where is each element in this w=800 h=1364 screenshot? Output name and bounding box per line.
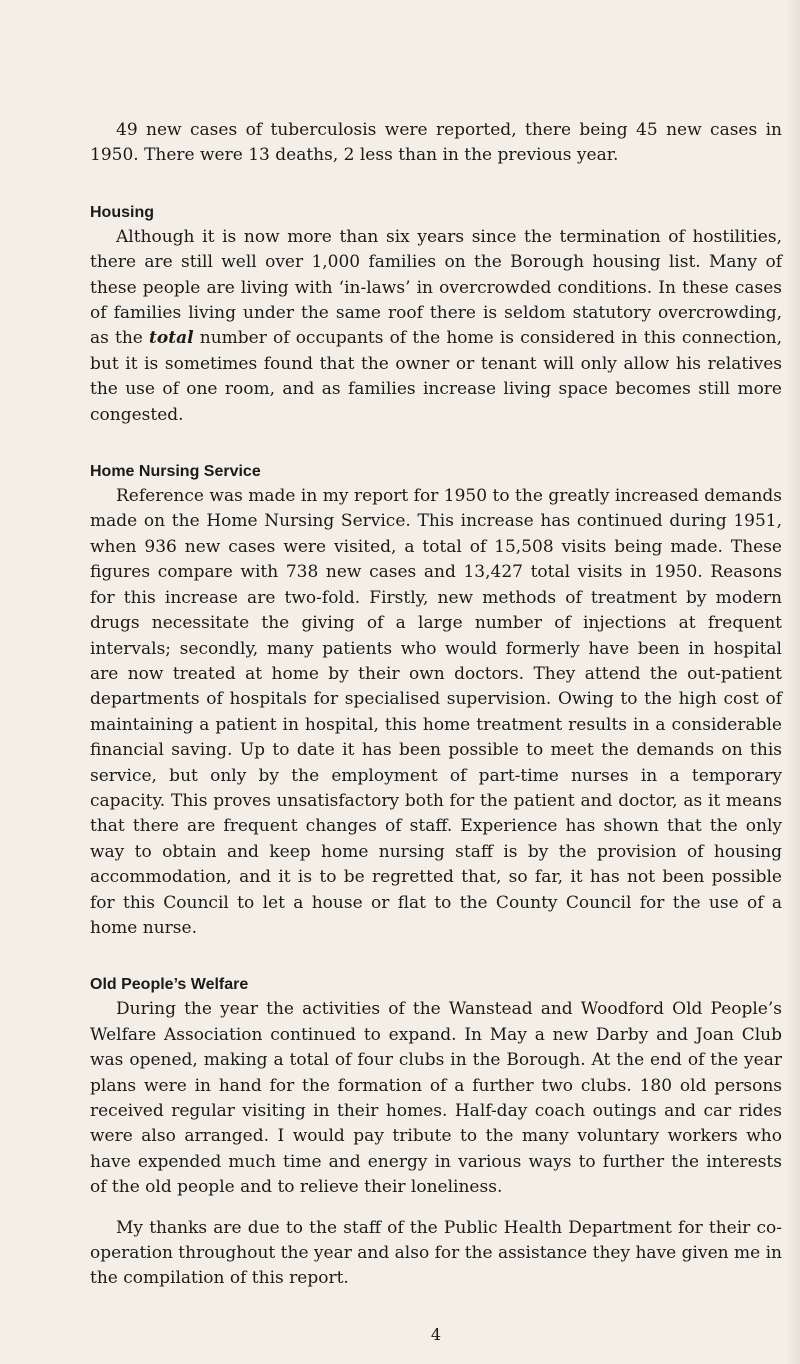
home-nursing-heading: Home Nursing Service bbox=[90, 463, 261, 481]
acknowledgements-paragraph: My thanks are due to the staff of the Public Health Department for their co-operation throughout the year and also for the assistance they have given me in the compilation of this report. bbox=[90, 1217, 782, 1289]
page-number: 4 bbox=[430, 1325, 442, 1344]
housing-text-a: Although it is now more than six years since the termination of hostilities, there are still well over 1,000 families on the Borough housing list. Many of these people are living with ‘in-laws’ in overcrowded conditions. In these cases of families living under the same roof there is seldom statutory overcrowding, as the bbox=[90, 226, 782, 349]
report-page bbox=[90, 118, 782, 1344]
housing-emphasis-total: total bbox=[149, 328, 194, 349]
old-peoples-welfare-paragraph: During the year the activities of the Wanstead and Woodford Old People’s Welfare Association continued to expand. In May a new Darby and Joan Club was opened, making a total of four clubs in the Borough. At the end of the year plans were in hand for the formation of a further two clubs. 180 old persons received regular visiting in their homes. Half-day coach outings and car rides were also arranged. I would pay tribute to the many voluntary workers who have expended much time and energy in various ways to further the interests of the old people and to relieve their loneliness. bbox=[90, 999, 782, 1198]
housing-paragraph bbox=[90, 225, 782, 428]
tuberculosis-paragraph: 49 new cases of tuberculosis were reported, there being 45 new cases in 1950. There were 13 deaths, 2 less than in the previous year. bbox=[90, 120, 782, 166]
home-nursing-paragraph: Reference was made in my report for 1950 to the greatly increased demands made on the Home Nursing Service. This increase has continued during 1951, when 936 new cases were visited, a total of 15,508 visits being made. These figures compare with 738 new cases and 13,427 total visits in 1950. Reasons for this increase are two-fold. Firstly, new methods of treatment by modern drugs necessitate the giving of a large number of injections at frequent intervals; secondly, many patients who would formerly have been in hospital are now treated at home by their own doctors. They attend the out-patient departments of hospitals for specialised supervision. Owing to the high cost of maintaining a patient in hospital, this home treatment results in a considerable financial saving. Up to date it has been possible to meet the demands on this service, but only by the employment of part-time nurses in a temporary capacity. This proves unsatisfactory both for the patient and doctor, as it means that there are frequent changes of staff. Experience has shown that the only way to obtain and keep home nursing staff is by the provision of housing accommodation, and it is to be regretted that, so far, it has not been possible for this Council to let a house or flat to the County Council for the use of a home nurse. bbox=[90, 486, 782, 938]
housing-heading: Housing bbox=[90, 203, 154, 221]
page-edge-shadow bbox=[786, 0, 800, 1364]
housing-text-b: number of occupants of the home is considered in this connection, but it is sometimes found that the owner or tenant will only allow his relatives the use of one room, and as families increase living space becomes still more congested. bbox=[90, 328, 782, 425]
old-peoples-welfare-heading: Old People’s Welfare bbox=[90, 976, 249, 994]
